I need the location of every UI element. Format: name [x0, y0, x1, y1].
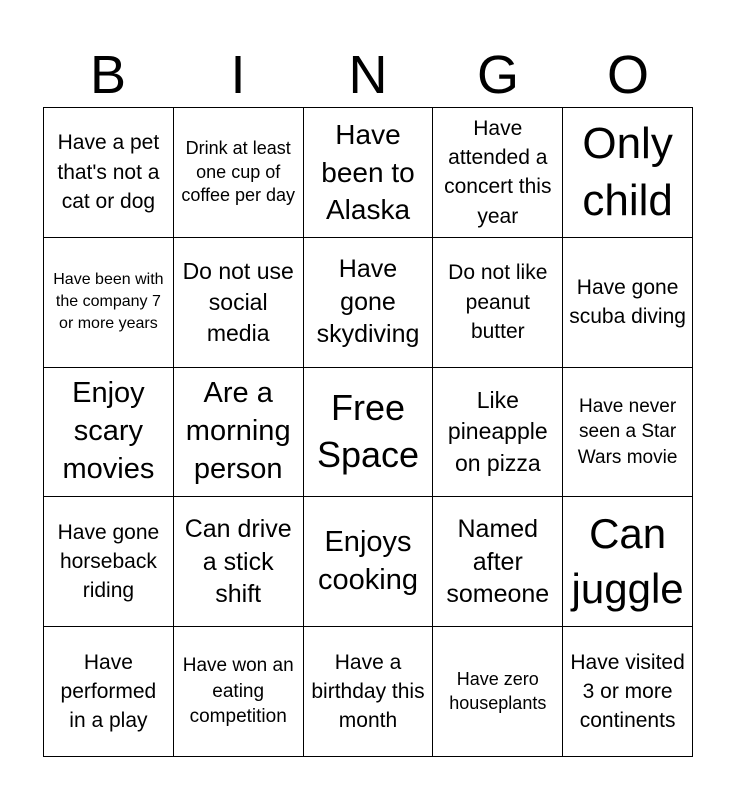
header-letter-i: I — [230, 45, 246, 105]
bingo-cell-r1-c3[interactable] — [304, 108, 434, 238]
bingo-cell-r3-c1[interactable] — [44, 368, 174, 498]
cell-text: Can juggle — [571, 510, 684, 612]
cell-text: Enjoy scary movies — [62, 377, 155, 485]
cell-text: Have performed in a play — [60, 650, 157, 733]
bingo-cell-r3-c4[interactable] — [433, 368, 563, 498]
bingo-cell-r4-c1[interactable] — [44, 497, 174, 627]
bingo-cell-r2-c4[interactable] — [433, 238, 563, 368]
bingo-cell-r2-c2[interactable] — [174, 238, 304, 368]
bingo-cell-r1-c1[interactable] — [44, 108, 174, 238]
cell-text: Only child — [582, 119, 673, 226]
bingo-cell-r1-c5[interactable] — [563, 108, 693, 238]
cell-text: Like pineapple on pizza — [447, 387, 548, 476]
bingo-cell-r3-c5[interactable] — [563, 368, 693, 498]
header-letter-b: B — [89, 45, 127, 105]
cell-text: Named after someone — [446, 515, 550, 609]
cell-text: Have gone horseback riding — [57, 520, 160, 603]
bingo-cell-r5-c2[interactable] — [174, 627, 304, 757]
cell-text: Can drive a stick shift — [184, 515, 292, 609]
cell-text: Have attended a concert this year — [444, 116, 552, 228]
cell-text: Have won an eating competition — [182, 655, 294, 728]
cell-text: Have never seen a Star Wars movie — [577, 395, 678, 468]
bingo-cell-r1-c4[interactable] — [433, 108, 563, 238]
cell-text: Do not like peanut butter — [448, 261, 548, 343]
cell-text: Free Space — [316, 387, 420, 475]
bingo-header — [43, 42, 693, 108]
bingo-cell-r5-c4[interactable] — [433, 627, 563, 757]
cell-text: Drink at least one cup of coffee per day — [181, 138, 296, 206]
bingo-cell-r2-c3[interactable] — [304, 238, 434, 368]
bingo-cell-r4-c4[interactable] — [433, 497, 563, 627]
bingo-cell-r2-c5[interactable] — [563, 238, 693, 368]
free-space-cell[interactable] — [304, 368, 434, 498]
bingo-cell-r4-c5[interactable] — [563, 497, 693, 627]
bingo-cell-r2-c1[interactable] — [44, 238, 174, 368]
cell-text: Enjoys cooking — [318, 526, 418, 596]
cell-text: Have gone scuba diving — [569, 275, 686, 329]
cell-text: Have zero houseplants — [449, 669, 547, 713]
cell-text: Have a birthday this month — [311, 650, 425, 733]
cell-text: Have visited 3 or more continents — [570, 650, 685, 733]
cell-text: Have been to Alaska — [321, 118, 415, 226]
header-letter-o: O — [606, 45, 649, 105]
bingo-cell-r1-c2[interactable] — [174, 108, 304, 238]
bingo-cell-r4-c3[interactable] — [304, 497, 434, 627]
header-letter-g: G — [476, 45, 519, 105]
bingo-cell-r4-c2[interactable] — [174, 497, 304, 627]
bingo-cell-r5-c5[interactable] — [563, 627, 693, 757]
cell-text: Have gone skydiving — [316, 255, 420, 349]
bingo-cell-r3-c2[interactable] — [174, 368, 304, 498]
bingo-cell-r5-c3[interactable] — [304, 627, 434, 757]
cell-text: Do not use social media — [182, 257, 294, 346]
cell-text: Have a pet that's not a cat or dog — [57, 131, 160, 214]
bingo-board — [43, 107, 693, 757]
header-letter-n: N — [348, 45, 388, 105]
cell-text: Are a morning person — [185, 377, 291, 485]
bingo-cell-r5-c1[interactable] — [44, 627, 174, 757]
cell-text: Have been with the company 7 or more years — [53, 270, 164, 333]
